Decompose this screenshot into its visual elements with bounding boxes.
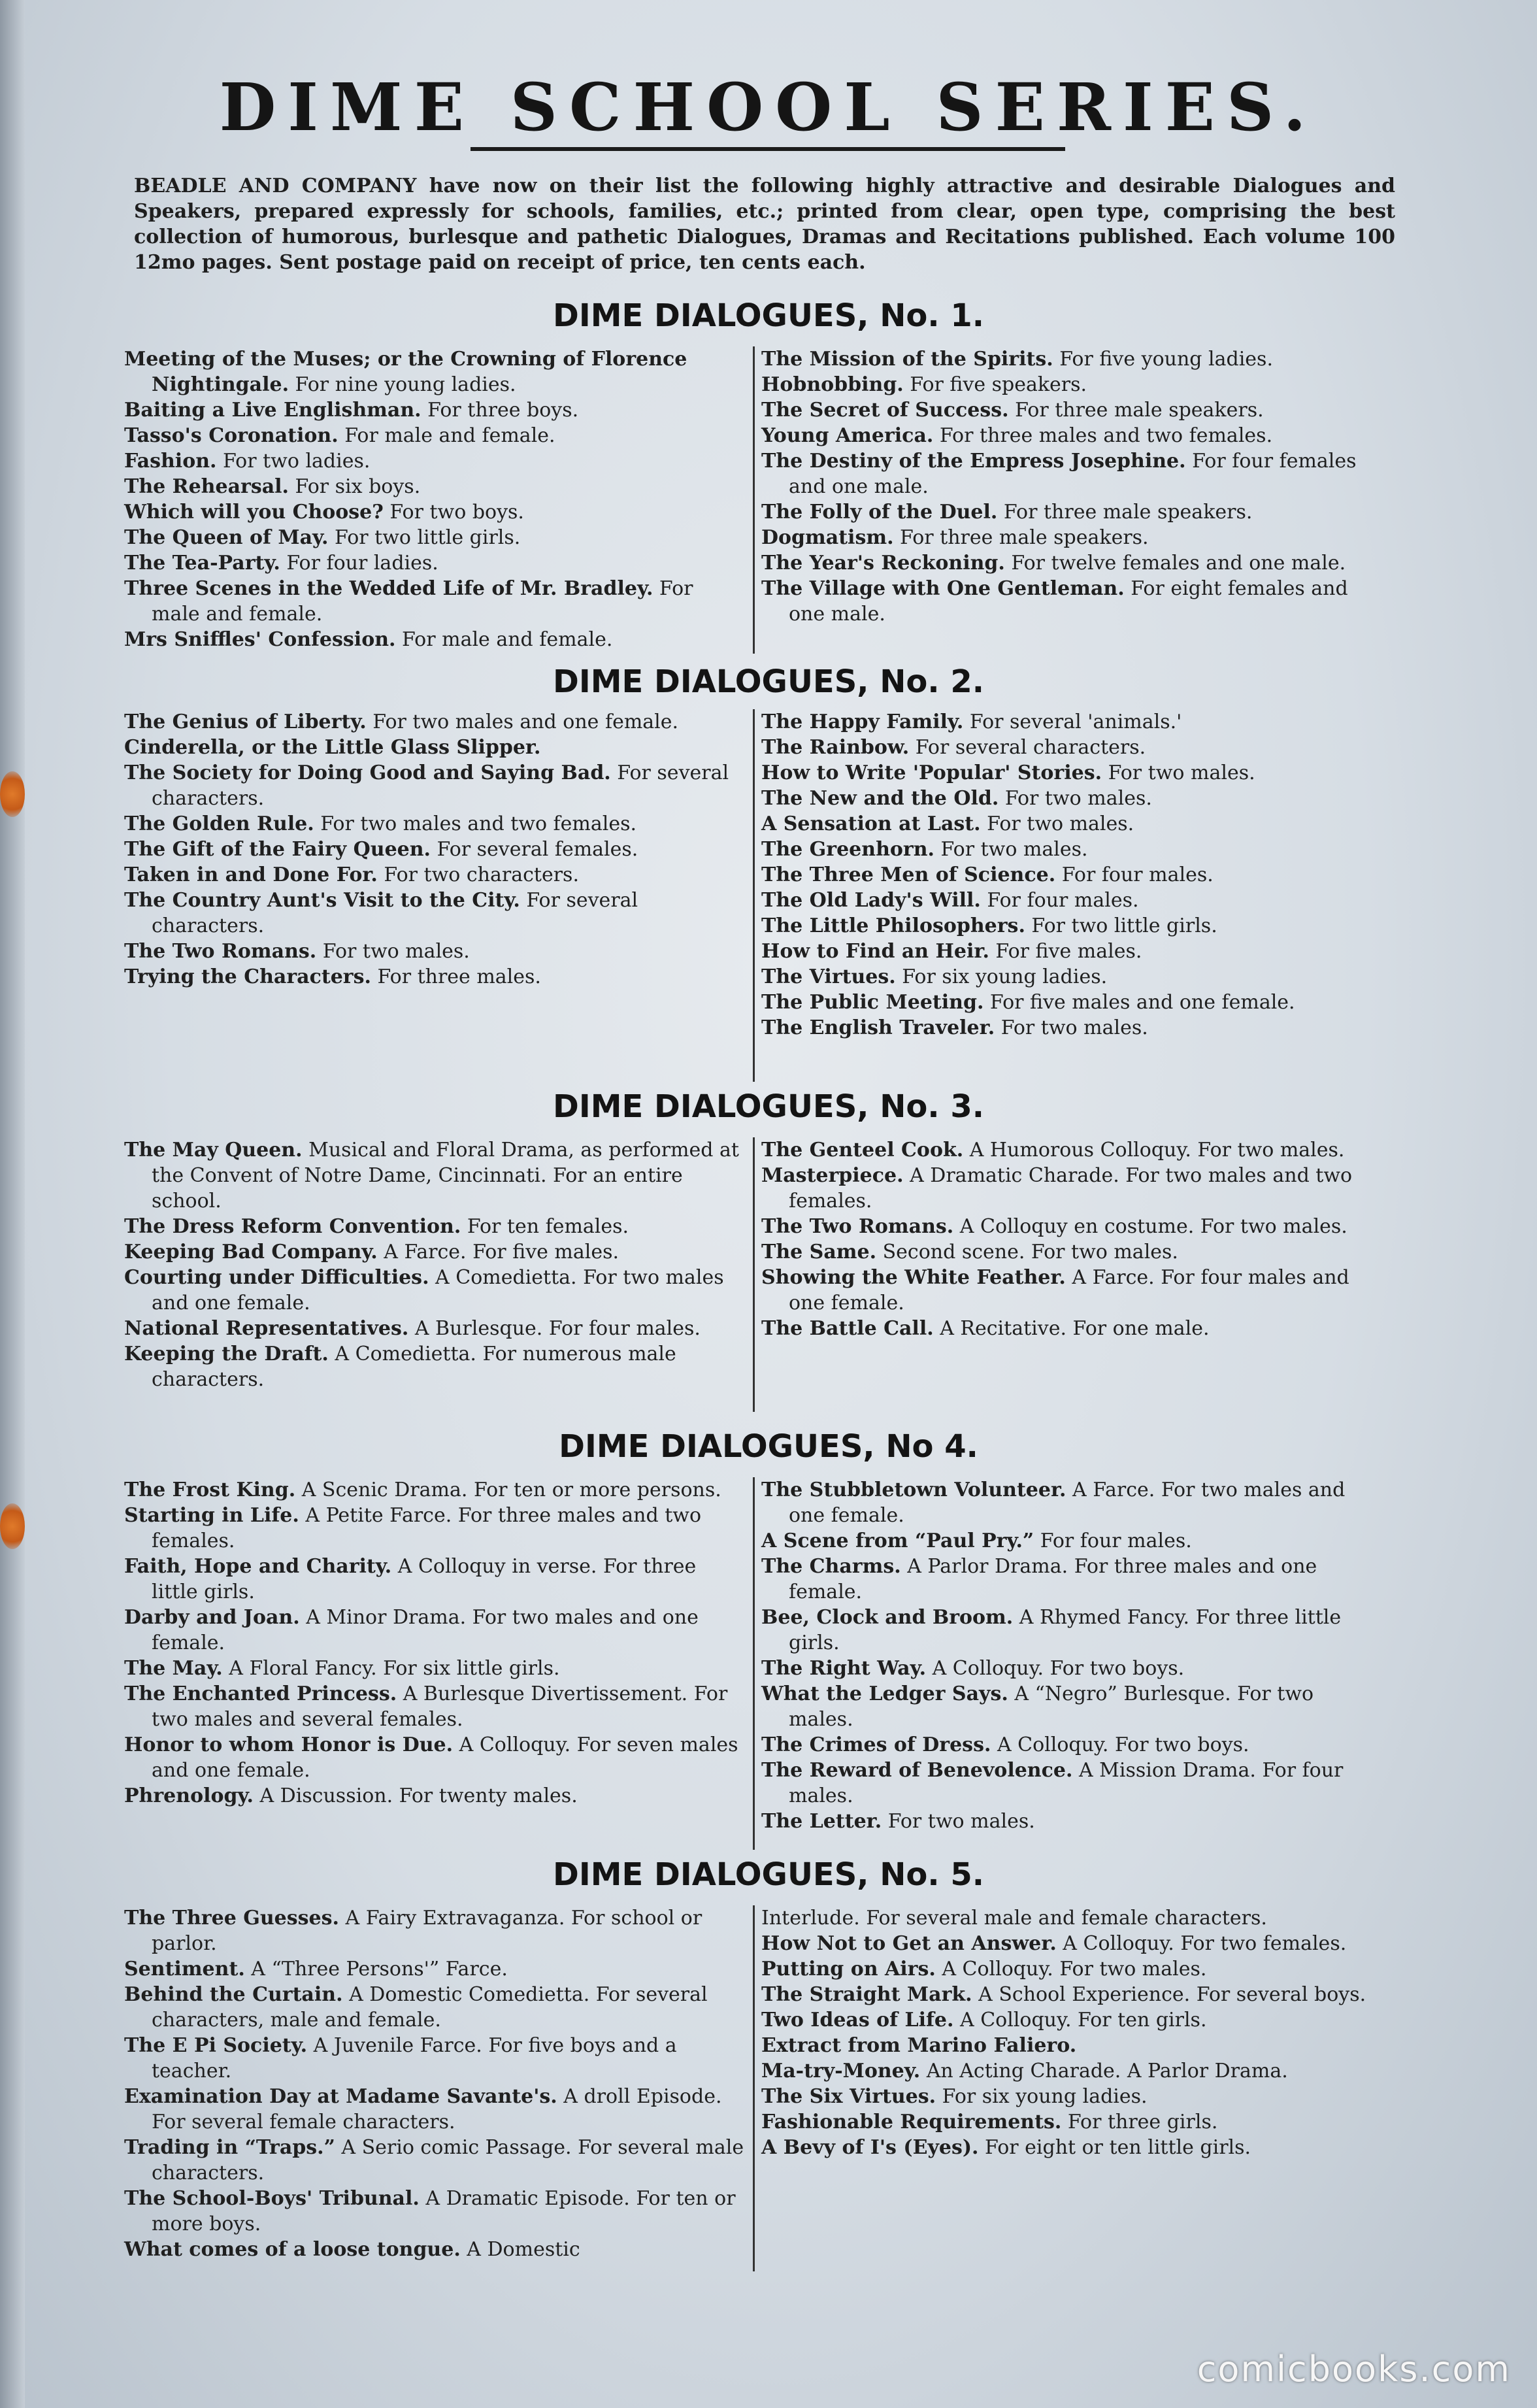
dialogue-cast: For eight females and one male. — [789, 577, 1348, 626]
dialogue-title: The Tea-Party. — [124, 552, 280, 575]
dialogue-cast: For eight or ten little girls. — [978, 2136, 1251, 2159]
dialogue-title: Phrenology. — [124, 1784, 254, 1807]
dialogue-cast: For two characters. — [377, 863, 579, 886]
dialogue-cast: For two little girls. — [1025, 914, 1217, 937]
dialogue-title: The Country Aunt's Visit to the City. — [124, 889, 520, 912]
watermark: comicbooks.com — [1197, 2349, 1511, 2390]
dialogue-entry — [761, 346, 1382, 372]
dialogue-cast: For three boys. — [421, 399, 579, 422]
dialogue-cast: For two boys. — [383, 501, 524, 524]
dialogue-cast: For six boys. — [289, 475, 421, 498]
dialogue-entry — [124, 1316, 745, 1341]
dialogue-entry — [124, 2237, 745, 2262]
dialogue-title: The Right Way. — [761, 1657, 927, 1680]
dialogue-entry — [124, 397, 745, 423]
dialogue-entry — [761, 760, 1382, 786]
dialogue-title: Fashion. — [124, 450, 217, 473]
dialogue-entry — [124, 2033, 745, 2084]
page-edge — [0, 0, 25, 2408]
dialogue-cast: A Colloquy. For two boys. — [991, 1733, 1249, 1756]
dialogue-entry — [124, 1732, 745, 1783]
dialogue-list-left — [124, 1905, 745, 2262]
dialogue-title: The Genteel Cook. — [761, 1139, 964, 1162]
dialogue-title: The Enchanted Princess. — [124, 1682, 397, 1705]
dialogue-title: The Crimes of Dress. — [761, 1733, 991, 1756]
dialogue-title: The Dress Reform Convention. — [124, 1215, 461, 1238]
dialogue-entry — [761, 525, 1382, 550]
dialogue-title: A Scene from “Paul Pry.” — [761, 1530, 1034, 1552]
dialogue-title: How to Write 'Popular' Stories. — [761, 761, 1102, 784]
dialogue-cast: For two males. — [980, 812, 1134, 835]
dialogue-title: The School-Boys' Tribunal. — [124, 2187, 420, 2210]
dialogue-title: Trading in “Traps.” — [124, 2136, 335, 2159]
section-heading: DIME DIALOGUES, No. 3. — [553, 1088, 984, 1125]
dialogue-cast: A Comedietta. For two males and one female. — [152, 1266, 724, 1314]
dialogue-entry — [761, 939, 1382, 964]
dialogue-entry — [761, 372, 1382, 397]
dialogue-entry — [761, 1732, 1382, 1758]
dialogue-entry — [124, 1681, 745, 1732]
dialogue-title: What comes of a loose tongue. — [124, 2238, 461, 2261]
section-heading: DIME DIALOGUES, No 4. — [559, 1428, 978, 1465]
dialogue-cast: A Discussion. For twenty males. — [253, 1784, 578, 1807]
dialogue-title: Baiting a Live Englishman. — [124, 399, 421, 422]
dialogue-title: How Not to Get an Answer. — [761, 1932, 1057, 1955]
column-divider — [753, 1905, 755, 2271]
dialogue-entry — [761, 1605, 1382, 1656]
dialogue-cast: A School Experience. For several boys. — [972, 1983, 1366, 2006]
dialogue-list-left — [124, 709, 745, 990]
dialogue-cast: A “Three Persons'” Farce. — [244, 1958, 508, 1981]
dialogue-entry — [124, 525, 745, 550]
dialogue-title: The Year's Reckoning. — [761, 552, 1005, 575]
dialogue-entry — [124, 1656, 745, 1681]
dialogue-entry — [761, 1528, 1382, 1554]
dialogue-title: The New and the Old. — [761, 787, 999, 810]
dialogue-entry — [761, 2084, 1382, 2109]
dialogue-cast: For four males. — [1034, 1530, 1192, 1552]
dialogue-entry — [124, 964, 745, 990]
dialogue-entry — [124, 709, 745, 735]
dialogue-title: Trying the Characters. — [124, 965, 371, 988]
dialogue-cast: For four males. — [1055, 863, 1214, 886]
dialogue-entry — [124, 1554, 745, 1605]
dialogue-entry — [124, 1137, 745, 1214]
dialogue-entry — [124, 474, 745, 499]
dialogue-cast: For ten females. — [461, 1215, 629, 1238]
dialogue-entry — [124, 576, 745, 627]
dialogue-cast: A Comedietta. For numerous male characters. — [152, 1343, 676, 1391]
dialogue-cast: A Colloquy. For two boys. — [926, 1657, 1185, 1680]
dialogue-entry — [761, 735, 1382, 760]
dialogue-entry — [124, 735, 745, 760]
dialogue-title: The Society for Doing Good and Saying Bad. — [124, 761, 611, 784]
dialogue-title: Bee, Clock and Broom. — [761, 1606, 1014, 1629]
dialogue-entry — [124, 448, 745, 474]
dialogue-title: The E Pi Society. — [124, 2034, 308, 2057]
dialogue-title: The Genius of Liberty. — [124, 711, 367, 733]
dialogue-entry — [761, 2109, 1382, 2135]
dialogue-cast: For several females. — [431, 838, 638, 861]
dialogue-title: The Reward of Benevolence. — [761, 1759, 1073, 1782]
dialogue-cast: A Burlesque. For four males. — [408, 1317, 701, 1340]
dialogue-entry — [761, 1758, 1382, 1809]
dialogue-cast: A Colloquy. For two males. — [935, 1958, 1207, 1981]
dialogue-entry — [761, 1239, 1382, 1265]
dialogue-cast: A Juvenile Farce. For five boys and a teacher. — [152, 2034, 677, 2082]
dialogue-entry — [761, 1214, 1382, 1239]
dialogue-title: Courting under Difficulties. — [124, 1266, 429, 1289]
dialogue-cast: For four females and one male. — [789, 450, 1357, 498]
dialogue-title: Cinderella, or the Little Glass Slipper. — [124, 736, 541, 759]
dialogue-title: Examination Day at Madame Savante's. — [124, 2085, 557, 2108]
dialogue-cast: For three girls. — [1061, 2111, 1218, 2133]
column-divider — [753, 1477, 755, 1850]
dialogue-cast: For six young ladies. — [936, 2085, 1148, 2108]
dialogue-title: The Public Meeting. — [761, 991, 984, 1014]
dialogue-entry — [761, 1316, 1382, 1341]
dialogue-entry — [761, 576, 1382, 627]
dialogue-entry — [761, 1931, 1382, 1956]
dialogue-cast: A Dramatic Episode. For ten or more boys. — [152, 2187, 736, 2235]
dialogue-entry — [124, 2084, 745, 2135]
dialogue-title: The Village with One Gentleman. — [761, 577, 1125, 600]
dialogue-cast: A Floral Fancy. For six little girls. — [222, 1657, 560, 1680]
dialogue-entry — [761, 499, 1382, 525]
dialogue-list-right — [761, 1905, 1382, 2160]
dialogue-entry — [761, 1265, 1382, 1316]
dialogue-list-right — [761, 1137, 1382, 1341]
dialogue-entry — [124, 939, 745, 964]
dialogue-title: The Greenhorn. — [761, 838, 934, 861]
dialogue-title: The Straight Mark. — [761, 1983, 972, 2006]
dialogue-title: The Same. — [761, 1241, 877, 1263]
dialogue-entry — [124, 1239, 745, 1265]
dialogue-cast: A Dramatic Charade. For two males and two females. — [789, 1164, 1353, 1212]
dialogue-cast: A Farce. For five males. — [377, 1241, 620, 1263]
dialogue-title: Putting on Airs. — [761, 1958, 936, 1981]
dialogue-entry — [124, 862, 745, 888]
dialogue-title: Taken in and Done For. — [124, 863, 378, 886]
dialogue-entry — [761, 811, 1382, 837]
dialogue-title: The Battle Call. — [761, 1317, 934, 1340]
dialogue-entry — [761, 888, 1382, 913]
dialogue-entry — [124, 1214, 745, 1239]
dialogue-title: Mrs Sniffles' Confession. — [124, 628, 396, 651]
dialogue-cast: An Acting Charade. A Parlor Drama. — [920, 2060, 1288, 2082]
dialogue-entry — [124, 2135, 745, 2186]
dialogue-cast: For two males. — [934, 838, 1088, 861]
dialogue-cast: A Petite Farce. For three males and two females. — [152, 1504, 702, 1552]
dialogue-cast: A Colloquy. For ten girls. — [953, 2009, 1207, 2032]
section-heading: DIME DIALOGUES, No. 5. — [553, 1856, 984, 1893]
dialogue-title: The Mission of the Spirits. — [761, 348, 1053, 371]
dialogue-title: The English Traveler. — [761, 1016, 995, 1039]
dialogue-title: The Old Lady's Will. — [761, 889, 981, 912]
dialogue-entry — [761, 1137, 1382, 1163]
dialogue-cast: A Minor Drama. For two males and one female. — [152, 1606, 699, 1654]
dialogue-title: Faith, Hope and Charity. — [124, 1555, 392, 1578]
dialogue-cast: For several 'animals.' — [963, 711, 1182, 733]
dialogue-cast: For two males. — [882, 1810, 1035, 1833]
dialogue-cast: For three males. — [371, 965, 541, 988]
dialogue-cast: For male and female. — [395, 628, 613, 651]
dialogue-title: The Six Virtues. — [761, 2085, 936, 2108]
dialogue-title: Keeping Bad Company. — [124, 1241, 378, 1263]
dialogue-entry — [761, 709, 1382, 735]
dialogue-list-left — [124, 1477, 745, 1809]
dialogue-cast: A Mission Drama. For four males. — [789, 1759, 1344, 1807]
dialogue-title: National Representatives. — [124, 1317, 409, 1340]
dialogue-cast: For three male speakers. — [893, 526, 1149, 549]
dialogue-entry — [761, 1982, 1382, 2007]
column-divider — [753, 709, 755, 1082]
dialogue-cast: For two males and one female. — [366, 711, 679, 733]
dialogue-entry — [761, 448, 1382, 499]
dialogue-title: The Folly of the Duel. — [761, 501, 998, 524]
dialogue-cast: A Serio comic Passage. For several male characters. — [152, 2136, 744, 2184]
dialogue-cast: For several characters. — [152, 761, 729, 810]
dialogue-cast: For five males. — [989, 940, 1142, 963]
dialogue-cast: A Parlor Drama. For three males and one female. — [789, 1555, 1317, 1603]
dialogue-title: Honor to whom Honor is Due. — [124, 1733, 454, 1756]
dialogue-entry — [761, 1905, 1382, 1931]
dialogue-entry — [124, 811, 745, 837]
dialogue-title: The Destiny of the Empress Josephine. — [761, 450, 1186, 473]
dialogue-cast: A Colloquy. For seven males and one female. — [152, 1733, 738, 1782]
dialogue-title: A Bevy of I's (Eyes). — [761, 2136, 979, 2159]
dialogue-entry — [761, 1656, 1382, 1681]
dialogue-title: The Golden Rule. — [124, 812, 314, 835]
dialogue-cast: Musical and Floral Drama, as performed at the Convent of Notre Dame, Cincinnati. For an entire school. — [152, 1139, 739, 1212]
dialogue-entry — [761, 2033, 1382, 2058]
dialogue-cast: For two males and two females. — [314, 812, 637, 835]
dialogue-title: Darby and Joan. — [124, 1606, 300, 1629]
dialogue-title: The Queen of May. — [124, 526, 329, 549]
dialogue-entry — [761, 1554, 1382, 1605]
dialogue-title: The Letter. — [761, 1810, 882, 1833]
section-heading: DIME DIALOGUES, No. 1. — [553, 297, 984, 334]
dialogue-entry — [761, 1681, 1382, 1732]
dialogue-cast: For five speakers. — [903, 373, 1087, 396]
dialogue-cast: For nine young ladies. — [289, 373, 516, 396]
dialogue-title: Keeping the Draft. — [124, 1343, 329, 1365]
dialogue-cast: For two males. — [316, 940, 470, 963]
dialogue-cast: A Farce. For four males and one female. — [789, 1266, 1349, 1314]
dialogue-title: The Rehearsal. — [124, 475, 289, 498]
dialogue-cast: For several characters. — [909, 736, 1146, 759]
dialogue-entry — [124, 499, 745, 525]
intro-paragraph: BEADLE AND COMPANY have now on their list the following highly attractive and desirable Dialogues and Speakers, prepared expressly for schools, families, etc.; printed from clear, open type, comprising the best collection of humorous, burlesque and pathetic Dialogues, Dramas and Recitations published. Each volume 100 12mo pages. Sent postage paid on receipt of price, ten cents each. — [134, 175, 1395, 274]
dialogue-title: The Happy Family. — [761, 711, 964, 733]
dialogue-cast: A Rhymed Fancy. For three little girls. — [789, 1606, 1342, 1654]
column-divider — [753, 1137, 755, 1412]
dialogue-cast: For several characters. — [152, 889, 638, 937]
dialogue-title: Hobnobbing. — [761, 373, 904, 396]
dialogue-entry — [761, 964, 1382, 990]
dialogue-title: Two Ideas of Life. — [761, 2009, 954, 2032]
dialogue-title: The Stubbletown Volunteer. — [761, 1479, 1066, 1501]
dialogue-cast: Second scene. For two males. — [876, 1241, 1178, 1263]
dialogue-list-right — [761, 709, 1382, 1041]
dialogue-cast: For twelve females and one male. — [1004, 552, 1346, 575]
dialogue-title: The Two Romans. — [761, 1215, 954, 1238]
dialogue-entry — [761, 1809, 1382, 1834]
dialogue-entry — [124, 1783, 745, 1809]
dialogue-title: Fashionable Requirements. — [761, 2111, 1062, 2133]
dialogue-entry — [761, 990, 1382, 1015]
dialogue-entry — [124, 1477, 745, 1503]
dialogue-cast: For male and female. — [152, 577, 693, 626]
dialogue-title: Sentiment. — [124, 1958, 245, 1981]
dialogue-title: Meeting of the Muses; or the Crowning of Florence Nightingale. — [124, 348, 687, 396]
dialogue-cast: For two ladies. — [216, 450, 371, 473]
dialogue-entry — [124, 837, 745, 862]
dialogue-title: How to Find an Heir. — [761, 940, 989, 963]
dialogue-cast: A Domestic — [460, 2238, 580, 2261]
dialogue-cast: A Farce. For two males and one female. — [789, 1479, 1346, 1527]
dialogue-list-left — [124, 1137, 745, 1392]
dialogue-entry — [761, 1015, 1382, 1041]
dialogue-cast: A Fairy Extravaganza. For school or parlor. — [152, 1907, 702, 1955]
dialogue-cast: A Domestic Comedietta. For several characters, male and female. — [152, 1983, 708, 2032]
section-heading: DIME DIALOGUES, No. 2. — [553, 663, 984, 700]
dialogue-entry — [124, 346, 745, 397]
dialogue-entry — [761, 2058, 1382, 2084]
dialogue-title: Ma-try-Money. — [761, 2060, 921, 2082]
dialogue-cast: A Recitative. For one male. — [933, 1317, 1210, 1340]
dialogue-entry — [124, 888, 745, 939]
dialogue-cast: For five young ladies. — [1053, 348, 1273, 371]
dialogue-title: Tasso's Coronation. — [124, 424, 339, 447]
dialogue-entry — [761, 1956, 1382, 1982]
dialogue-title: The Three Men of Science. — [761, 863, 1056, 886]
dialogue-entry — [761, 1163, 1382, 1214]
dialogue-cast: For four males. — [980, 889, 1139, 912]
dialogue-cast: A Scenic Drama. For ten or more persons. — [295, 1479, 721, 1501]
dialogue-title: Three Scenes in the Wedded Life of Mr. Bradley. — [124, 577, 653, 600]
dialogue-title: The Secret of Success. — [761, 399, 1009, 422]
dialogue-entry — [124, 1982, 745, 2033]
dialogue-entry — [761, 2135, 1382, 2160]
binding-stain — [0, 771, 25, 817]
dialogue-entry — [761, 2007, 1382, 2033]
dialogue-title: The Virtues. — [761, 965, 896, 988]
dialogue-cast: For two males. — [1102, 761, 1255, 784]
dialogue-entry — [761, 913, 1382, 939]
dialogue-entry — [761, 397, 1382, 423]
dialogue-title: The Frost King. — [124, 1479, 296, 1501]
dialogue-entry — [761, 837, 1382, 862]
dialogue-cast: For three male speakers. — [1008, 399, 1264, 422]
dialogue-title: The Gift of the Fairy Queen. — [124, 838, 431, 861]
dialogue-title: Masterpiece. — [761, 1164, 904, 1187]
dialogue-entry — [124, 2186, 745, 2237]
dialogue-cast: For five males and one female. — [983, 991, 1295, 1014]
dialogue-entry — [124, 423, 745, 448]
dialogue-cast: A Colloquy en costume. For two males. — [953, 1215, 1347, 1238]
dialogue-cast: For two males. — [999, 787, 1152, 810]
dialogue-title: Dogmatism. — [761, 526, 894, 549]
dialogue-entry — [124, 1905, 745, 1956]
dialogue-entry — [761, 1477, 1382, 1528]
dialogue-entry — [124, 1956, 745, 1982]
dialogue-entry — [124, 760, 745, 811]
dialogue-cast: A Colloquy. For two females. — [1056, 1932, 1347, 1955]
dialogue-title: What the Ledger Says. — [761, 1682, 1008, 1705]
dialogue-title: Starting in Life. — [124, 1504, 299, 1527]
dialogue-title: The Rainbow. — [761, 736, 910, 759]
dialogue-entry — [124, 1605, 745, 1656]
dialogue-entry — [761, 550, 1382, 576]
dialogue-entry — [124, 627, 745, 652]
binding-stain — [0, 1503, 25, 1549]
dialogue-entry — [124, 1503, 745, 1554]
dialogue-list-left — [124, 346, 745, 652]
dialogue-title: Showing the White Feather. — [761, 1266, 1066, 1289]
dialogue-cast: Interlude. For several male and female characters. — [761, 1907, 1267, 1930]
dialogue-title: The Two Romans. — [124, 940, 317, 963]
dialogue-title: Which will you Choose? — [124, 501, 384, 524]
dialogue-cast: A Burlesque Divertissement. For two males and several females. — [152, 1682, 728, 1731]
dialogue-entry — [761, 862, 1382, 888]
dialogue-cast: For three males and two females. — [933, 424, 1273, 447]
dialogue-title: The May. — [124, 1657, 223, 1680]
dialogue-cast: For three male speakers. — [997, 501, 1253, 524]
dialogue-title: The Little Philosophers. — [761, 914, 1025, 937]
dialogue-title: Behind the Curtain. — [124, 1983, 343, 2006]
dialogue-title: The May Queen. — [124, 1139, 303, 1162]
dialogue-title: Young America. — [761, 424, 934, 447]
dialogue-title: The Three Guesses. — [124, 1907, 339, 1930]
dialogue-entry — [124, 1341, 745, 1392]
dialogue-cast: A droll Episode. For several female characters. — [152, 2085, 722, 2133]
dialogue-cast: For four ladies. — [280, 552, 438, 575]
dialogue-cast: A Humorous Colloquy. For two males. — [963, 1139, 1345, 1162]
dialogue-cast: A “Negro” Burlesque. For two males. — [789, 1682, 1314, 1731]
dialogue-cast: For two little girls. — [328, 526, 521, 549]
dialogue-title: The Charms. — [761, 1555, 901, 1578]
dialogue-cast: For male and female. — [338, 424, 555, 447]
dialogue-cast: For six young ladies. — [895, 965, 1108, 988]
dialogue-entry — [124, 1265, 745, 1316]
dialogue-entry — [124, 550, 745, 576]
dialogue-list-right — [761, 346, 1382, 627]
page-title: DIME SCHOOL SERIES. — [219, 69, 1318, 146]
dialogue-entry — [761, 786, 1382, 811]
column-divider — [753, 346, 755, 654]
dialogue-title: Extract from Marino Faliero. — [761, 2034, 1077, 2057]
dialogue-entry — [761, 423, 1382, 448]
dialogue-list-right — [761, 1477, 1382, 1834]
dialogue-title: A Sensation at Last. — [761, 812, 981, 835]
title-rule — [471, 147, 1065, 151]
dialogue-cast: A Colloquy in verse. For three little girls. — [152, 1555, 697, 1603]
dialogue-cast: For two males. — [995, 1016, 1148, 1039]
